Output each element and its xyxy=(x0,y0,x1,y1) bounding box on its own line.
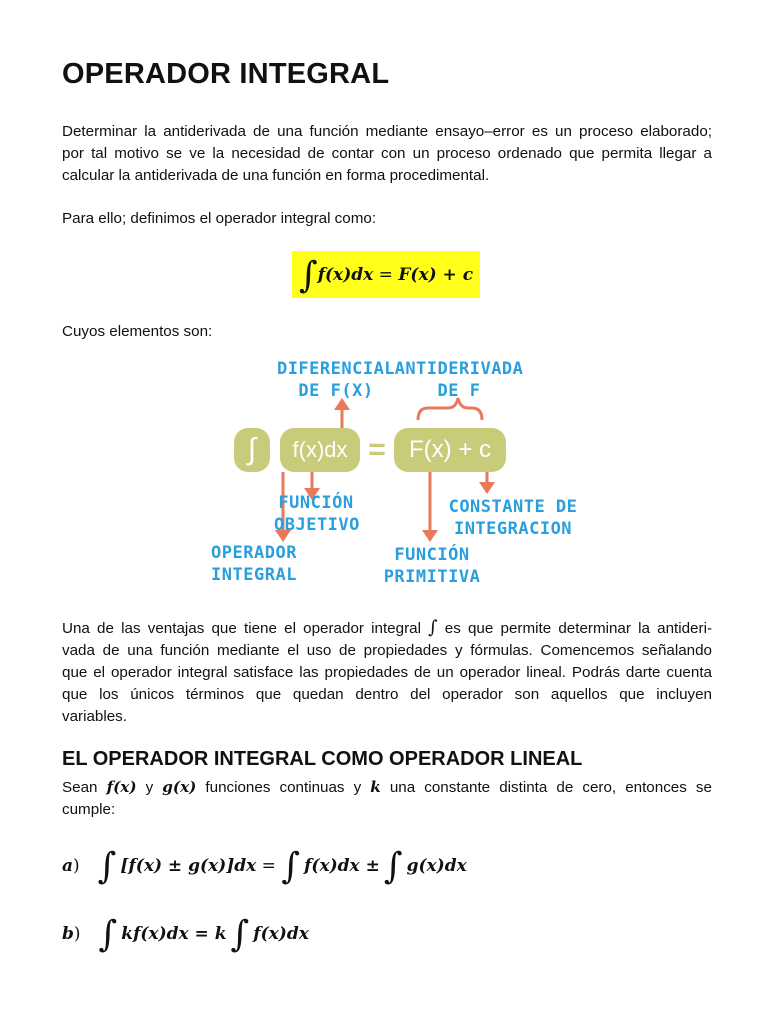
ventajas-paragraph xyxy=(62,617,712,728)
label-constante-line1: CONSTANTE DE xyxy=(448,497,578,517)
label-operador-line1: OPERADOR xyxy=(211,543,297,563)
property-a xyxy=(62,842,467,890)
inline-k: k xyxy=(370,778,381,796)
define-text: Para ello; definimos el operador integral como: xyxy=(62,210,377,227)
ventajas-line: que los únicos términos que quedan dentro del operador son aquellos que incluyen xyxy=(62,686,712,703)
prop-b-expr2: f(x)dx xyxy=(253,924,309,944)
prop-a-equals: = xyxy=(256,856,282,876)
label-antiderivada-line1: ANTIDERIVADA xyxy=(394,359,524,379)
integral-sign: ∫ xyxy=(383,845,403,887)
label-operador-line2: INTEGRAL xyxy=(211,565,297,585)
label-diferencial-line2: DE F(X) xyxy=(298,381,374,401)
sean-line xyxy=(62,776,712,799)
prop-a-expr3: g(x)dx xyxy=(406,856,467,876)
ventajas-line: vada de una función mediante el uso de propiedades y fórmulas. Comencemos señalando xyxy=(62,642,712,659)
label-primitiva-line1: FUNCIÓN xyxy=(394,545,470,565)
label-antiderivada xyxy=(394,358,524,402)
formula-rhs: F(x) + c xyxy=(398,265,474,285)
prop-b-label: b xyxy=(62,924,74,944)
formula-lhs: f(x)dx xyxy=(317,265,374,285)
ventajas-line: variables. xyxy=(62,708,127,725)
sean-line: cumple: xyxy=(62,801,116,818)
intro-paragraph xyxy=(62,121,712,187)
label-funcion-objetivo xyxy=(274,492,358,536)
integral-sign: ∫ xyxy=(281,845,301,887)
label-primitiva-line2: PRIMITIVA xyxy=(383,567,481,587)
label-constante xyxy=(444,496,582,540)
pill-fx: f(x)dx xyxy=(280,428,360,472)
elements-text: Cuyos elementos son: xyxy=(62,323,213,340)
integral-sign: ∫ xyxy=(97,845,117,887)
prop-a-label: a xyxy=(62,856,74,876)
label-funcion-objetivo-line1: FUNCIÓN xyxy=(278,493,354,513)
sean-paragraph xyxy=(62,776,712,821)
inline-integral-sign: ∫ xyxy=(428,617,438,638)
label-primitiva xyxy=(382,544,482,588)
intro-line: calcular la antiderivada de una función en forma procedimental. xyxy=(62,167,490,184)
arrow-head xyxy=(479,482,495,494)
label-antiderivada-line2: DE F xyxy=(437,381,481,401)
pill-integral: ∫ xyxy=(234,428,270,472)
prop-a-expr2: f(x)dx ± xyxy=(304,856,380,876)
sean-text: y xyxy=(145,779,154,796)
diagram-equals: = xyxy=(368,433,386,466)
label-diferencial-line1: DIFERENCIAL xyxy=(276,359,396,379)
ventajas-text: es que permite determinar la antideri- xyxy=(444,620,712,637)
sean-text: funciones continuas y xyxy=(205,779,362,796)
sean-text: una constante distinta de cero, entonces se xyxy=(389,779,712,796)
arrow-head xyxy=(422,530,438,542)
ventajas-text: Una de las ventajas que tiene el operador integral xyxy=(62,620,421,637)
inline-g: g(x) xyxy=(162,778,197,796)
main-formula xyxy=(292,253,480,297)
integral-sign: ∫ xyxy=(230,913,250,955)
pill-Fx: F(x) + c xyxy=(394,428,506,472)
prop-b-paren: ) xyxy=(73,924,81,944)
prop-a-expr1: [f(x) ± g(x)]dx xyxy=(120,856,257,876)
property-b xyxy=(62,910,309,958)
prop-b-expr1: kf(x)dx xyxy=(121,924,189,944)
prop-b-equals: = k xyxy=(188,924,227,944)
formula-equals: = xyxy=(373,265,399,285)
prop-a-paren: ) xyxy=(73,856,80,876)
ventajas-line: que el operador integral satisface las propiedades de un operador lineal. Podrás darte cuenta xyxy=(62,664,712,681)
label-operador xyxy=(202,542,306,586)
operator-diagram xyxy=(200,350,590,590)
intro-line: Determinar la antiderivada de una función mediante ensayo–error es un proceso elaborado; xyxy=(62,123,712,140)
section-title: EL OPERADOR INTEGRAL COMO OPERADOR LINEAL xyxy=(62,748,583,770)
page-title: OPERADOR INTEGRAL xyxy=(62,58,390,90)
intro-line: por tal motivo se ve la necesidad de contar con un proceso ordenado que permita llegar a xyxy=(62,145,712,162)
integral-sign: ∫ xyxy=(298,254,318,296)
integral-sign: ∫ xyxy=(98,913,118,955)
ventajas-line xyxy=(62,617,712,640)
label-diferencial xyxy=(276,358,396,402)
inline-f: f(x) xyxy=(106,778,137,796)
label-funcion-objetivo-line2: OBJETIVO xyxy=(274,515,360,535)
label-constante-line2: INTEGRACION xyxy=(453,519,573,539)
sean-text: Sean xyxy=(62,779,98,796)
